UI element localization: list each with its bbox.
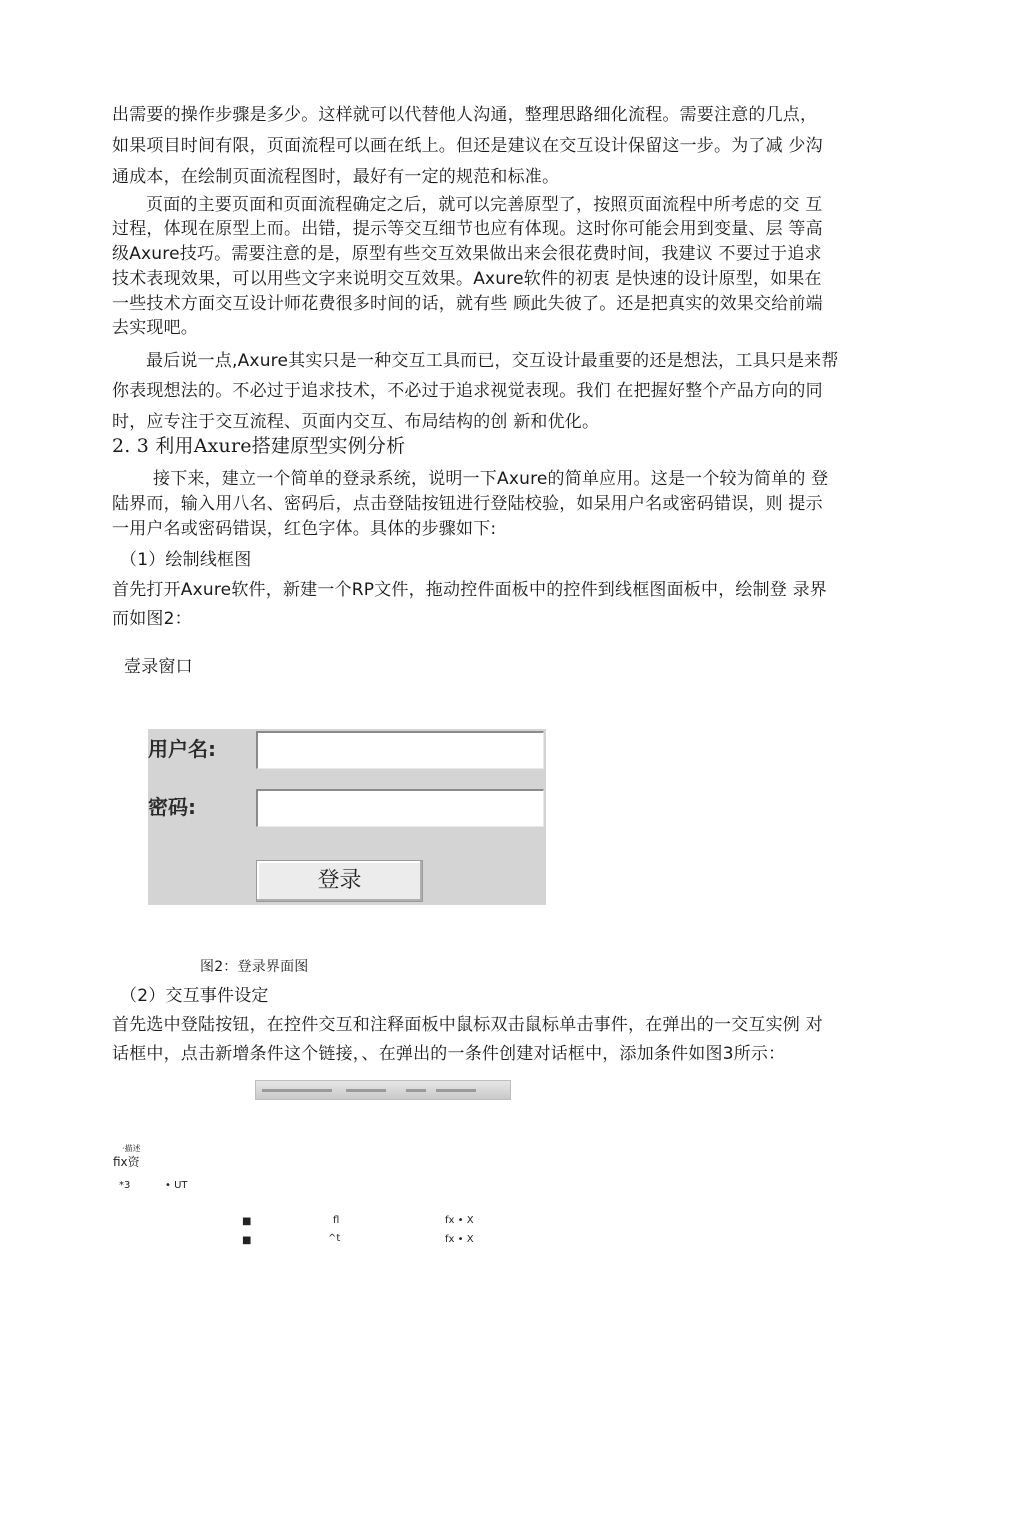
paragraph-3-line-1: 最后说一点,Axure其实只是一种交互工具而已，交互设计最重要的还是想法，工具只是来帮 bbox=[146, 351, 839, 371]
paragraph-1-line-2: 如果项目时间有限，页面流程可以画在纸上。但还是建议在交互设计保留这一步。为了减 少沟 bbox=[112, 136, 823, 156]
step-1-title: （1）绘制线框图 bbox=[120, 550, 252, 570]
password-label: 密码: bbox=[148, 795, 196, 819]
paragraph-2-line-6: 去实现吧。 bbox=[112, 318, 198, 338]
figure-2-caption: 图2：登录界面图 bbox=[200, 959, 309, 975]
login-window-title: 壹录窗口 bbox=[124, 657, 193, 677]
paragraph-1-line-1: 出需要的操作步骤是多少。这样就可以代替他人沟通，整理思路细化流程。需要注意的几点， bbox=[112, 105, 818, 125]
figure-3-fragment-fix: fix资 bbox=[113, 1155, 140, 1169]
paragraph-2-line-1: 页面的主要页面和页面流程确定之后，就可以完善原型了，按照页面流程中所考虑的交 互 bbox=[146, 195, 823, 215]
figure-3-row-1-bullet: ■ bbox=[242, 1216, 252, 1227]
paragraph-1-line-3: 通成本，在绘制页面流程图时，最好有一定的规范和标准。 bbox=[112, 167, 560, 187]
figure-3-row-2-fx: fx • X bbox=[445, 1234, 474, 1245]
username-label: 用户名: bbox=[148, 737, 216, 761]
paragraph-3-line-3: 时，应专注于交互流程、页面内交互、布局结构的创 新和优化。 bbox=[112, 412, 600, 432]
step-1-text-line-1: 首先打开Axure软件，新建一个RP文件，拖动控件面板中的控件到线框图面板中，绘制登 录界 bbox=[112, 580, 828, 600]
paragraph-4-line-1: 接下来，建立一个简单的登录系统，说明一下Axure的简单应用。这是一个较为简单的 登 bbox=[153, 469, 829, 489]
step-2-title: （2）交互事件设定 bbox=[120, 986, 269, 1006]
step-1-text-line-2: 而如图2： bbox=[112, 609, 192, 629]
figure-3-row-2-mid: ^t bbox=[328, 1233, 341, 1244]
login-button[interactable]: 登录 bbox=[256, 860, 423, 902]
paragraph-2-line-2: 过程，体现在原型上而。出错，提示等交互细节也应有体现。这时你可能会用到变量、层 等高 bbox=[112, 219, 823, 239]
paragraph-2-line-3: 级Axure技巧。需要注意的是，原型有些交互效果做出来会很花费时间，我建议 不要过于追求 bbox=[112, 244, 822, 264]
step-2-text-line-1: 首先选中登陆按钮，在控件交互和注释面板中鼠标双击鼠标单击事件，在弹出的一交互实例 对 bbox=[112, 1015, 823, 1035]
login-form-figure bbox=[148, 729, 546, 905]
section-heading: 2. 3 利用Axure搭建原型实例分析 bbox=[112, 435, 406, 457]
figure-3-fragment-desc: ·描述 bbox=[122, 1144, 141, 1153]
figure-3-row-1-fx: fx • X bbox=[445, 1215, 474, 1226]
figure-3-toolbar-strip bbox=[255, 1080, 511, 1100]
paragraph-2-line-4: 技术表现效果，可以用些文字来说明交互效果。Axure软件的初衷 是快速的设计原型，如果在 bbox=[112, 269, 822, 289]
paragraph-3-line-2: 你表现想法的。不必过于追求技术，不必过于追求视觉表现。我们 在把握好整个产品方向的同 bbox=[112, 381, 823, 401]
figure-3-fragment-ut: • UT bbox=[165, 1180, 188, 1191]
username-input[interactable] bbox=[256, 731, 544, 769]
figure-3-row-2-bullet: ■ bbox=[242, 1235, 252, 1246]
step-2-text-line-2: 话框中，点击新增条件这个链接，、在弹出的一条件创建对话框中，添加条件如图3所示： bbox=[112, 1044, 786, 1064]
figure-3-row-1-mid: fl bbox=[333, 1215, 340, 1226]
paragraph-4-line-2: 陆界而，输入用八名、密码后，点击登陆按钮进行登陆校验，如杲用户名或密码错误，则 提示 bbox=[112, 494, 823, 514]
paragraph-2-line-5: 一些技术方面交互设计师花费很多时间的话，就有些 顾此失彼了。还是把真实的效果交给前端 bbox=[112, 294, 823, 314]
figure-3-fragment-3: *3 bbox=[119, 1180, 131, 1191]
password-input[interactable] bbox=[256, 789, 544, 827]
paragraph-4-line-3: 一用户名或密码错误，红色字体。具体的步骤如下: bbox=[112, 519, 497, 539]
